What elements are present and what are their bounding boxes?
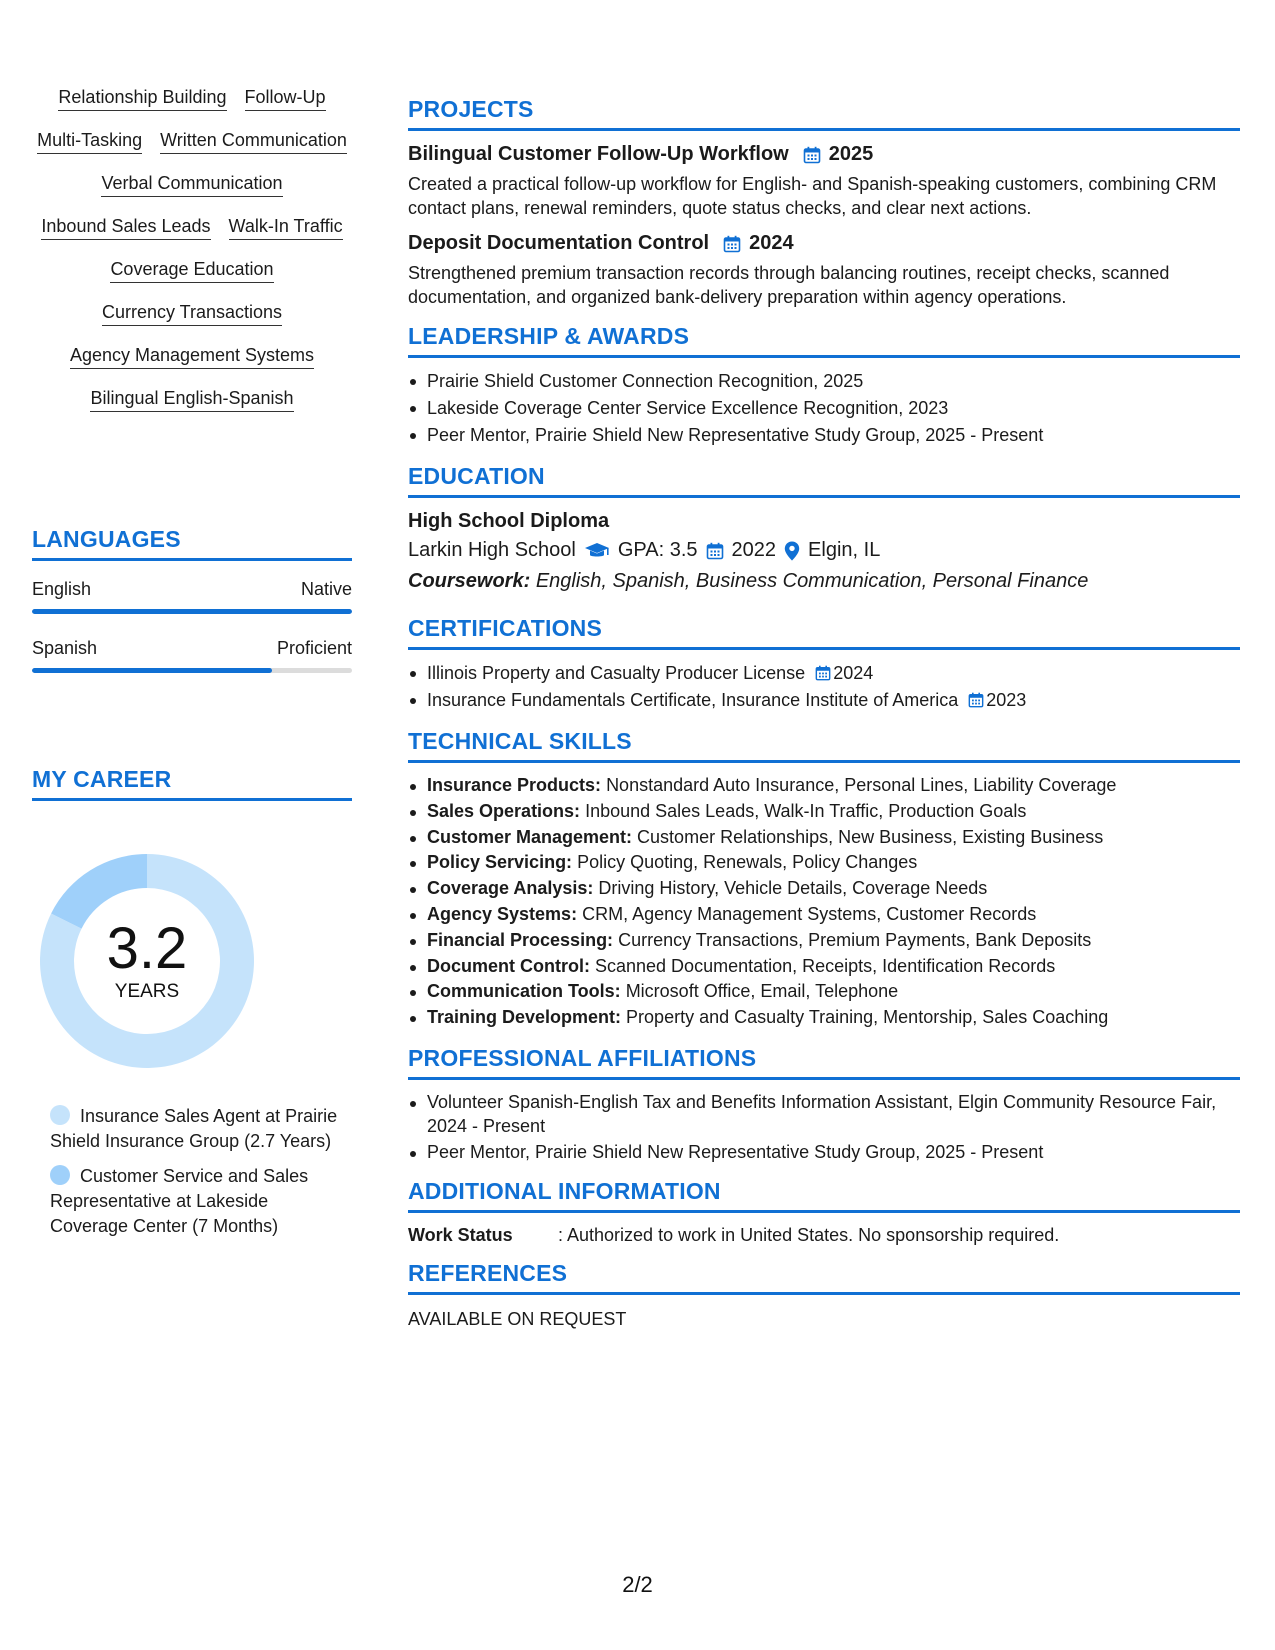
references-heading: REFERENCES [408, 1260, 1240, 1295]
technical-skill-value: Microsoft Office, Email, Telephone [625, 981, 899, 1002]
technical-skill-label: Training Development: [427, 1007, 622, 1028]
technical-skill-item [408, 902, 1240, 928]
technical-skill-item [408, 799, 1240, 825]
location-pin-icon [784, 541, 800, 561]
leadership-list [408, 368, 1240, 449]
technical-skill-value: Currency Transactions, Premium Payments, Bank Deposits [618, 929, 1092, 950]
technical-skill-value: Policy Quoting, Renewals, Policy Changes [577, 852, 918, 873]
career-heading: MY CAREER [32, 766, 352, 801]
projects-heading: PROJECTS [408, 96, 1240, 131]
technical-skill-value: Nonstandard Auto Insurance, Personal Lines, Liability Coverage [606, 775, 1117, 795]
technical-skill-label: Agency Systems: [427, 903, 578, 924]
language-level-bar [32, 668, 352, 673]
project-name: Deposit Documentation Control [408, 232, 710, 254]
technical-skill-label: Coverage Analysis: [427, 878, 594, 899]
technical-skill-item [408, 850, 1240, 876]
technical-skill-item [408, 773, 1240, 799]
work-status-value: : Authorized to work in United States. No sponsorship required. [558, 1224, 1060, 1245]
certification-name: Illinois Property and Casualty Producer License [427, 663, 806, 683]
education-degree: High School Diploma [408, 510, 610, 532]
technical-skill-value: Scanned Documentation, Receipts, Identification Records [595, 955, 1056, 976]
technical-skill-item [408, 954, 1240, 980]
technical-skills-section [408, 728, 1240, 1031]
work-status-label: Work Status [408, 1224, 513, 1245]
technical-skill-item [408, 979, 1240, 1005]
career-legend [50, 1104, 340, 1249]
language-name: English [32, 579, 92, 599]
education-year: 2022 [731, 539, 777, 561]
project-item [408, 143, 1240, 220]
technical-skill-label: Sales Operations: [427, 800, 581, 821]
technical-skill-label: Document Control: [427, 955, 590, 976]
technical-skill-value: Customer Relationships, New Business, Existing Business [637, 826, 1104, 847]
career-donut-chart [32, 846, 262, 1076]
technical-skill-item [408, 825, 1240, 851]
calendar-icon [706, 542, 724, 560]
certification-year: 2023 [986, 690, 1027, 710]
skill-tags [32, 86, 352, 412]
skill-tag: Bilingual English-Spanish [90, 387, 293, 412]
certification-item [408, 660, 1240, 687]
career-total-value: 3.2 [106, 916, 188, 981]
work-status-row [408, 1225, 1240, 1246]
calendar-icon [815, 662, 831, 678]
project-year: 2024 [749, 232, 794, 254]
skill-tag: Verbal Communication [101, 172, 282, 197]
skill-tag: Currency Transactions [102, 301, 282, 326]
leadership-section [408, 323, 1240, 449]
technical-skills-list [408, 773, 1240, 1031]
career-legend-item [50, 1104, 340, 1154]
project-year: 2025 [828, 143, 874, 165]
technical-skills-heading: TECHNICAL SKILLS [408, 728, 1240, 763]
project-description: Created a practical follow-up workflow for English- and Spanish-speaking customers, combining CRM contact plans, renewal reminders, quote status checks, and clear next actions. [408, 174, 1217, 218]
education-details [408, 539, 1240, 562]
calendar-icon [803, 146, 821, 164]
education-location: Elgin, IL [808, 539, 881, 561]
technical-skill-value: Property and Casualty Training, Mentorship, Sales Coaching [626, 1007, 1109, 1028]
project-description: Strengthened premium transaction records through balancing routines, receipt checks, scanned documentation, and organized bank-delivery preparation within agency operations. [408, 263, 1170, 307]
technical-skill-value: CRM, Agency Management Systems, Customer Records [582, 903, 1037, 924]
language-level: Native [300, 579, 352, 599]
technical-skill-value: Inbound Sales Leads, Walk-In Traffic, Production Goals [585, 800, 1027, 821]
skill-tag: Walk-In Traffic [229, 215, 343, 240]
certifications-list [408, 660, 1240, 714]
skill-tag: Multi-Tasking [37, 129, 142, 154]
education-coursework [408, 570, 1240, 593]
project-name: Bilingual Customer Follow-Up Workflow [408, 143, 789, 165]
technical-skill-item [408, 928, 1240, 954]
main-column [408, 96, 1240, 1344]
leadership-heading: LEADERSHIP & AWARDS [408, 323, 1240, 358]
technical-skill-label: Communication Tools: [427, 981, 621, 1002]
skill-tag: Written Communication [160, 129, 347, 154]
language-row [32, 579, 352, 600]
language-level: Proficient [276, 638, 352, 658]
coursework-label: Coursework: [408, 570, 531, 592]
career-total-unit: YEARS [114, 981, 180, 1002]
certifications-section [408, 615, 1240, 714]
leadership-item: Lakeside Coverage Center Service Excellence Recognition, 2023 [408, 395, 1240, 422]
skill-tag: Follow-Up [245, 86, 326, 111]
career-legend-item [50, 1164, 340, 1239]
references-text: AVAILABLE ON REQUEST [408, 1308, 627, 1329]
affiliation-item: Peer Mentor, Prairie Shield New Representative Study Group, 2025 - Present [408, 1140, 1240, 1164]
affiliation-item: Volunteer Spanish-English Tax and Benefits Information Assistant, Elgin Community Resource Fair, 2024 - Present [408, 1090, 1240, 1138]
donut-center [32, 846, 262, 1076]
projects-section [408, 96, 1240, 309]
affiliations-heading: PROFESSIONAL AFFILIATIONS [408, 1045, 1240, 1080]
language-level-fill [32, 668, 272, 673]
career-legend-label: Customer Service and Sales Representative at Lakeside Coverage Center (7 Months) [50, 1166, 309, 1236]
language-item [32, 579, 352, 614]
skill-tag: Agency Management Systems [70, 344, 314, 369]
leadership-item: Prairie Shield Customer Connection Recognition, 2025 [408, 368, 1240, 395]
languages-heading: LANGUAGES [32, 526, 352, 561]
certification-item [408, 687, 1240, 714]
technical-skill-label: Insurance Products: [427, 775, 602, 795]
affiliations-section [408, 1045, 1240, 1164]
career-legend-dot [50, 1105, 70, 1125]
technical-skill-label: Policy Servicing: [427, 852, 573, 873]
language-level-bar [32, 609, 352, 614]
affiliations-list [408, 1090, 1240, 1164]
additional-info-section [408, 1178, 1240, 1246]
technical-skill-value: Driving History, Vehicle Details, Coverage Needs [598, 878, 988, 899]
language-level-fill [32, 609, 352, 614]
education-school: Larkin High School [408, 539, 576, 561]
skill-tag: Relationship Building [58, 86, 226, 111]
language-row [32, 638, 352, 659]
education-heading: EDUCATION [408, 463, 1240, 498]
career-section [32, 766, 352, 801]
graduation-cap-icon [584, 541, 610, 561]
leadership-item: Peer Mentor, Prairie Shield New Representative Study Group, 2025 - Present [408, 422, 1240, 449]
project-title [408, 143, 1240, 166]
career-legend-label: Insurance Sales Agent at Prairie Shield Insurance Group (2.7 Years) [50, 1106, 338, 1151]
projects-list [408, 143, 1240, 309]
technical-skill-label: Customer Management: [427, 826, 633, 847]
additional-info-heading: ADDITIONAL INFORMATION [408, 1178, 1240, 1213]
project-title [408, 232, 1240, 255]
certification-name: Insurance Fundamentals Certificate, Insurance Institute of America [427, 690, 959, 710]
career-legend-dot [50, 1165, 70, 1185]
skill-tag: Coverage Education [110, 258, 273, 283]
education-gpa: GPA: 3.5 [617, 539, 698, 561]
references-section [408, 1260, 1240, 1330]
page-number: 2/2 [622, 1572, 653, 1597]
language-name: Spanish [32, 638, 98, 658]
calendar-icon [968, 689, 984, 705]
certifications-heading: CERTIFICATIONS [408, 615, 1240, 650]
certification-year: 2024 [833, 663, 874, 683]
calendar-icon [723, 235, 741, 253]
project-item [408, 232, 1240, 309]
language-item [32, 638, 352, 673]
technical-skill-label: Financial Processing: [427, 929, 614, 950]
education-section [408, 463, 1240, 593]
coursework-text: English, Spanish, Business Communication, Personal Finance [535, 570, 1089, 592]
language-list [32, 579, 352, 673]
technical-skill-item [408, 876, 1240, 902]
skill-tag: Inbound Sales Leads [41, 215, 210, 240]
technical-skill-item [408, 1005, 1240, 1031]
skills-column [32, 86, 352, 412]
languages-section [32, 526, 352, 673]
